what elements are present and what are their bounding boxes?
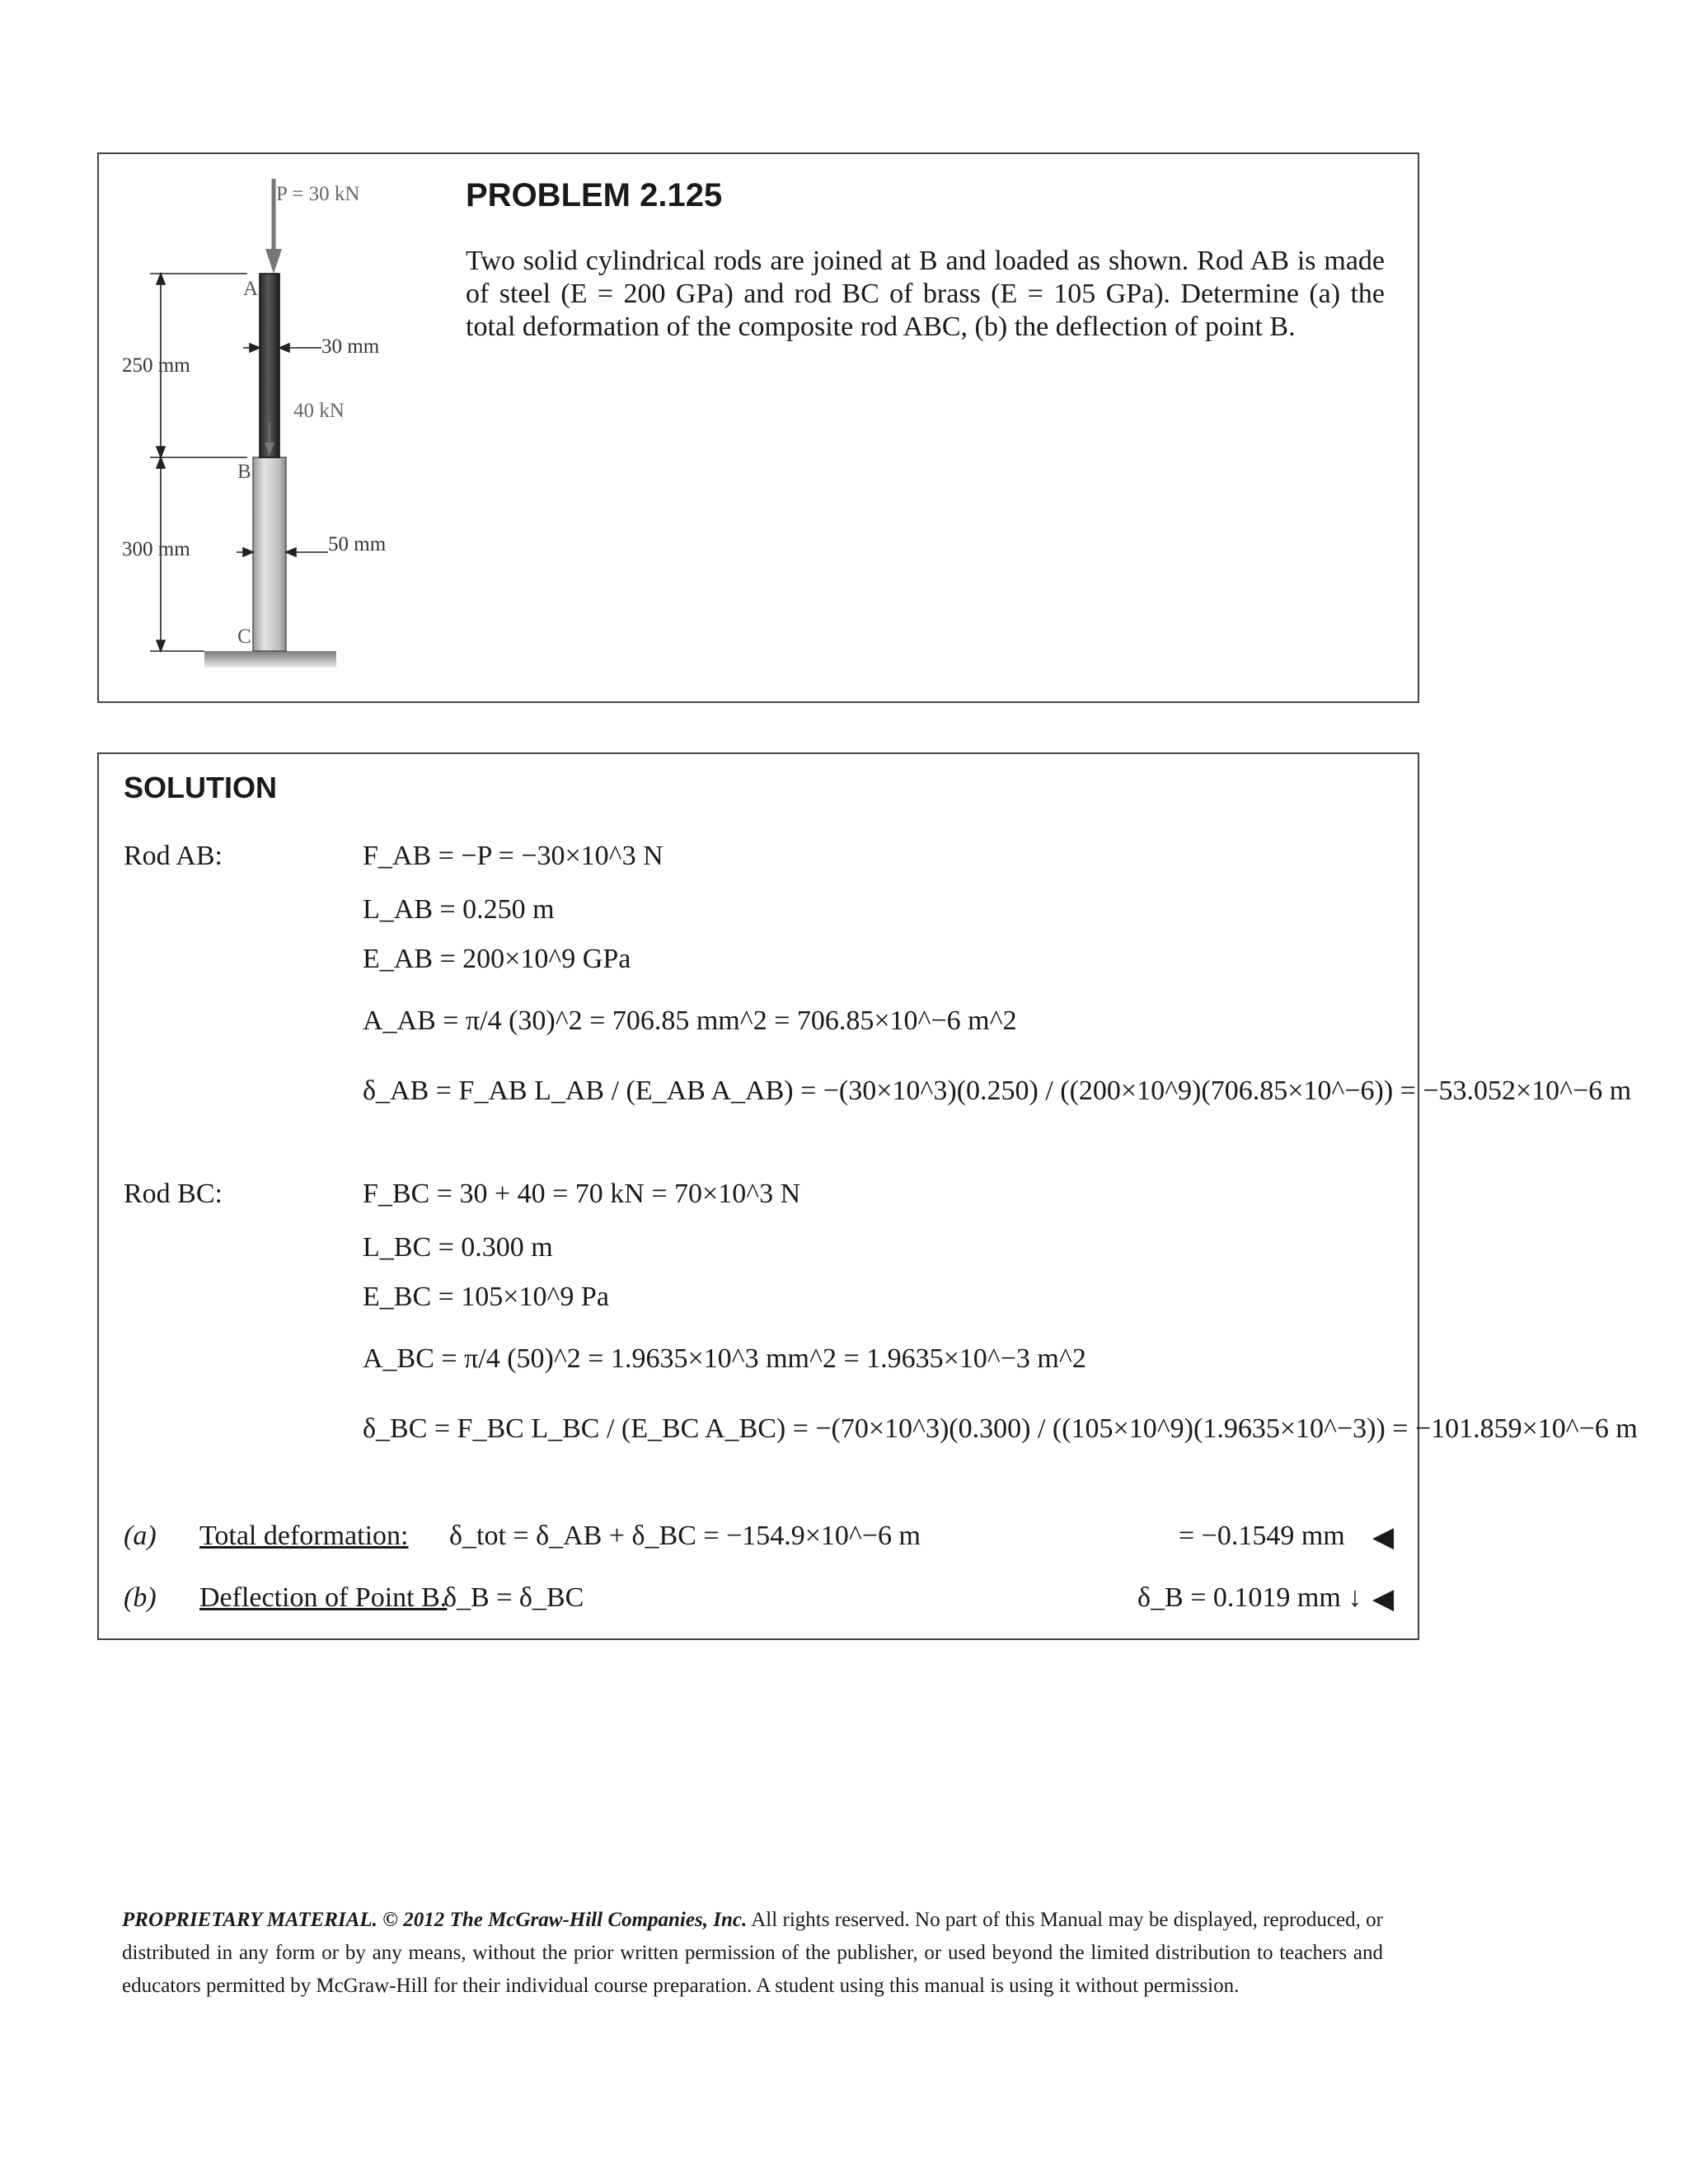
footer-bold-text: PROPRIETARY MATERIAL. © 2012 The McGraw-Hill Companies, Inc.	[122, 1909, 748, 1931]
part-a-equation: δ_tot = δ_AB + δ_BC = −154.9×10^−6 m	[449, 1521, 921, 1551]
eq-a-ab: A_AB = π/4 (30)^2 = 706.85 mm^2 = 706.85×10^−6 m^2	[363, 1005, 1017, 1036]
eq-f-bc: F_BC = 30 + 40 = 70 kN = 70×10^3 N	[363, 1179, 801, 1209]
problem-statement: Two solid cylindrical rods are joined at B and loaded as shown. Rod AB is made of steel (E = 200 GPa) and rod BC of brass (E = 105 GPa). Determine (a) the total deformation of the composite rod ABC, (b) the deflection of point B.	[466, 246, 1385, 342]
eq-l-ab: L_AB = 0.250 m	[363, 894, 555, 925]
copyright-footer	[122, 1904, 1383, 2003]
solution-box	[97, 752, 1638, 1640]
point-a-label: A	[243, 278, 259, 300]
rod-bc	[253, 457, 286, 651]
dim-bc-length: 300 mm	[122, 538, 190, 560]
part-a-answer: = −0.1549 mm	[1179, 1521, 1345, 1551]
part-b-equation: δ_B = δ_BC	[443, 1582, 584, 1613]
solution-heading: SOLUTION	[124, 771, 277, 804]
footer-text: All rights reserved. No part of this Manual may be displayed, reproduced, or distributed in any form or by any means, without the prior written permission of the publisher, or used beyond the limited distribution to teachers and educators permitted by McGraw-Hill for their individual course preparation. A student using this manual is using it without permission.	[122, 1909, 1384, 1997]
eq-f-ab: F_AB = −P = −30×10^3 N	[363, 841, 663, 871]
rod-ab-label: Rod AB:	[124, 841, 223, 871]
answer-marker-icon: ◀	[1372, 1582, 1395, 1615]
part-b-label: (b)	[124, 1582, 157, 1613]
eq-e-ab: E_AB = 200×10^9 GPa	[363, 944, 631, 974]
part-a-title: Total deformation:	[199, 1521, 409, 1551]
eq-delta-ab: δ_AB = F_AB L_AB / (E_AB A_AB) = −(30×10^3)(0.250) / ((200×10^9)(706.85×10^−6)) = −53.052×10^−6 m	[363, 1076, 1632, 1106]
dim-ab-diameter: 30 mm	[321, 335, 380, 358]
dim-bc-diameter: 50 mm	[328, 533, 387, 555]
answer-marker-icon: ◀	[1372, 1521, 1395, 1554]
rod-figure	[99, 154, 445, 701]
part-a-label: (a)	[124, 1521, 157, 1551]
eq-e-bc: E_BC = 105×10^9 Pa	[363, 1282, 609, 1312]
eq-l-bc: L_BC = 0.300 m	[363, 1232, 553, 1263]
dim-ab-length: 250 mm	[122, 354, 190, 377]
rod-bc-label: Rod BC:	[124, 1179, 223, 1209]
eq-delta-bc: δ_BC = F_BC L_BC / (E_BC A_BC) = −(70×10^3)(0.300) / ((105×10^9)(1.9635×10^−3)) = −101.859×10^−6 m	[363, 1413, 1638, 1444]
load-p-label: P = 30 kN	[276, 183, 360, 205]
part-b-title: Deflection of Point B.	[199, 1582, 448, 1613]
point-c-label: C	[237, 626, 251, 648]
load-b-label: 40 kN	[293, 400, 345, 422]
part-b-answer: δ_B = 0.1019 mm ↓	[1137, 1582, 1362, 1613]
point-b-label: B	[237, 461, 251, 483]
problem-box	[97, 152, 1419, 703]
ground-base	[204, 651, 336, 668]
problem-title: PROBLEM 2.125	[466, 177, 723, 213]
eq-a-bc: A_BC = π/4 (50)^2 = 1.9635×10^3 mm^2 = 1.9635×10^−3 m^2	[363, 1343, 1086, 1374]
